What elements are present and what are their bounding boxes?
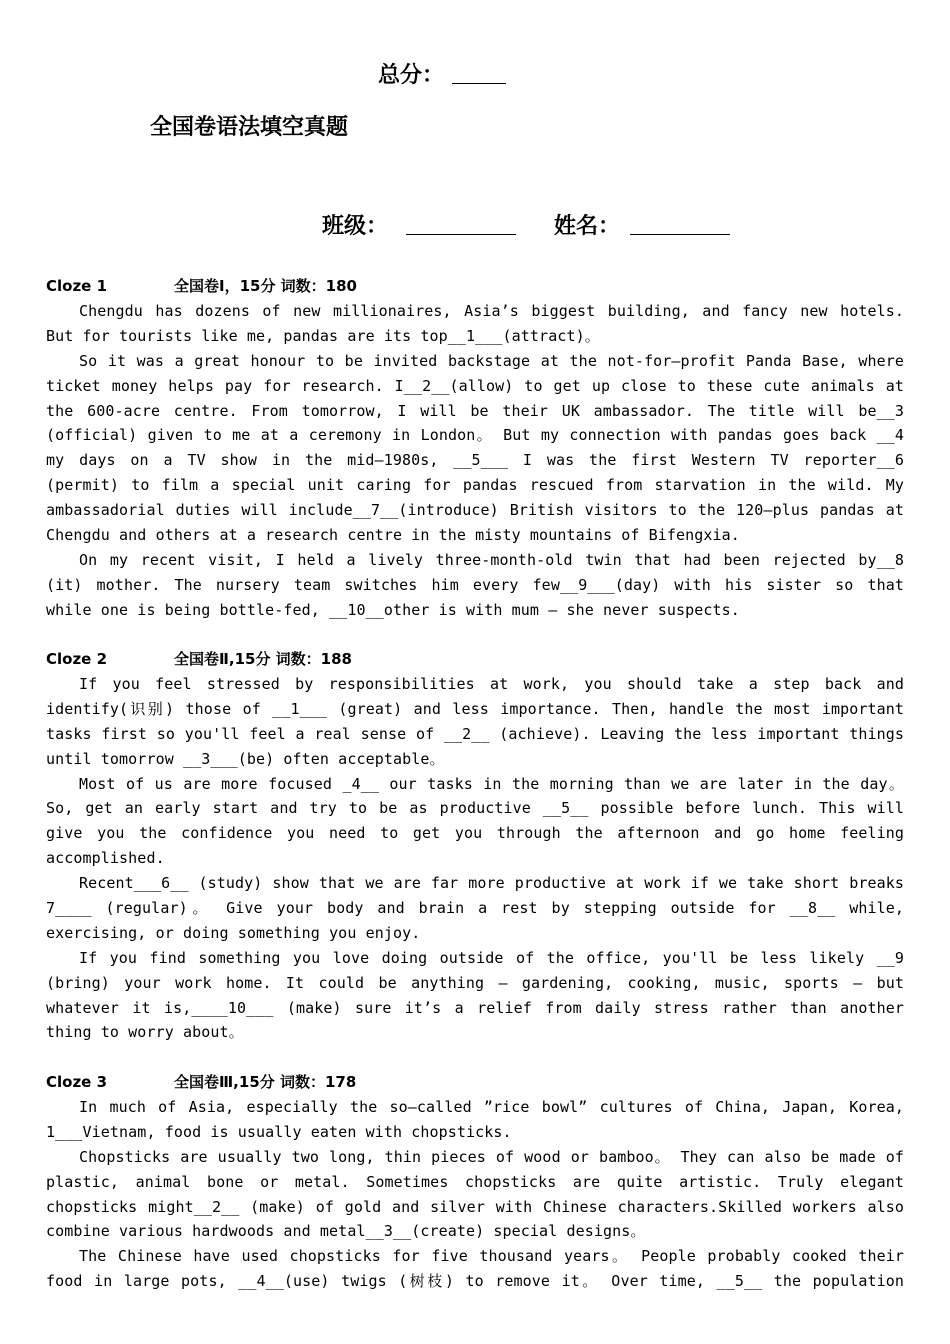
text-line: If you feel stressed by responsibilities at work, you should take a step back and [79, 675, 904, 693]
text-line: the 600-acre centre. From tomorrow, I will be their UK ambassador. The title will be__3 [46, 401, 904, 420]
text-line: ambassadorial duties will include__7__(introduce) British visitors to the 120—plus pandas at [46, 501, 904, 520]
text-line: plastic, animal bone or metal. Sometimes chopsticks are quite artistic. Truly elegant [46, 1172, 904, 1191]
text-line: while one is being bottle-fed, __10__other is with mum — she never suspects. [46, 600, 740, 619]
text-line: Most of us are more focused _4__ our tasks in the morning than we are later in the day。 [79, 774, 904, 793]
page-title: 全国卷语法填空真题 [150, 115, 349, 140]
class-label: 班级： [322, 214, 389, 239]
text-line: On my recent visit, I held a lively three-month-old twin that had been rejected by__8 [79, 550, 904, 569]
text-line: thing to worry about。 [46, 1023, 244, 1042]
text-line: Recent___6__ (study) show that we are far more productive at work if we take short breaks [79, 874, 904, 893]
text-line: until tomorrow __3___(be) often acceptable。 [46, 749, 445, 768]
section-label: Cloze 3 [46, 1073, 108, 1091]
section-heading [46, 647, 904, 672]
section-meta: 全国卷Ⅲ,15分 词数：178 [174, 1073, 357, 1091]
text-line: accomplished. [46, 849, 165, 868]
text-line: exercising, or doing something you enjoy. [46, 923, 421, 942]
section-heading [46, 274, 904, 299]
text-line: ticket money helps pay for research. I__2__(allow) to get up close to these cute animals at [46, 376, 904, 395]
student-info-row [322, 209, 730, 240]
score-label: 总分： [378, 63, 445, 88]
section-heading [46, 1070, 904, 1095]
text-line: 1___Vietnam, food is usually eaten with chopsticks. [46, 1122, 512, 1141]
name-label: 姓名： [554, 214, 621, 239]
text-line: If you find something you love doing outside of the office, you'll be less likely __9 [79, 948, 904, 967]
class-blank[interactable] [406, 214, 516, 235]
text-line: (it) mother. The nursery team switches him every few__9___(day) with his sister so that [46, 575, 904, 594]
text-line: 7____ (regular)。 Give your body and brain a rest by stepping outside for __8__ while, [46, 899, 904, 918]
total-score [378, 58, 506, 89]
text-line: So, get an early start and try to be as productive __5__ possible before lunch. This will [46, 799, 904, 818]
section-meta: 全国卷Ⅰ，15分 词数：180 [174, 277, 357, 295]
text-line: my days on a TV show in the mid—1980s, __5___ I was the first Western TV reporter__6 [46, 451, 904, 470]
text-line: In much of Asia, especially the so—called ”rice bowl” cultures of China, Japan, Korea, [79, 1098, 904, 1116]
section-label: Cloze 1 [46, 277, 108, 295]
text-line: Chopsticks are usually two long, thin pieces of wood or bamboo。 They can also be made of [79, 1147, 904, 1166]
text-line: chopsticks might__2__ (make) of gold and silver with Chinese characters.Skilled workers also [46, 1197, 904, 1216]
name-blank[interactable] [630, 214, 730, 235]
text-line: Chengdu and others at a research centre in the misty mountains of Bifengxia. [46, 526, 740, 545]
text-line: Chengdu has dozens of new millionaires, Asia’s biggest building, and fancy new hotels. [79, 302, 904, 320]
text-line: (official) given to me at a ceremony in London。 But my connection with pandas goes back __4 [46, 426, 904, 445]
section-meta: 全国卷Ⅱ,15分 词数：188 [174, 650, 352, 668]
cloze-section-1 [46, 274, 904, 623]
text-line: But for tourists like me, pandas are its top__1___(attract)。 [46, 326, 600, 345]
text-line: whatever it is,____10___ (make) sure it’s a relief from daily stress rather than another [46, 998, 904, 1017]
cloze-section-2 [46, 647, 904, 1045]
text-line: combine various hardwoods and metal__3__(create) special designs。 [46, 1222, 646, 1241]
text-line: identify(识别) those of __1___ (great) and less importance. Then, handle the most important [46, 699, 904, 718]
text-line: tasks first so you'll feel a real sense of __2__ (achieve). Leaving the less important things [46, 724, 904, 743]
text-line: food in large pots, __4__(use) twigs (树枝) to remove it。 Over time, __5__ the population [46, 1272, 904, 1291]
text-line: So it was a great honour to be invited backstage at the not-for—profit Panda Base, where [79, 351, 904, 370]
section-label: Cloze 2 [46, 650, 108, 668]
text-line: give you the confidence you need to get you through the afternoon and go home feeling [46, 824, 904, 843]
cloze-section-3 [46, 1070, 904, 1294]
text-line: The Chinese have used chopsticks for five thousand years。 People probably cooked their [79, 1247, 904, 1266]
text-line: (bring) your work home. It could be anything — gardening, cooking, music, sports — but [46, 973, 904, 992]
score-blank[interactable] [452, 63, 506, 84]
text-line: (permit) to film a special unit caring for pandas rescued from starvation in the wild. My [46, 476, 904, 495]
